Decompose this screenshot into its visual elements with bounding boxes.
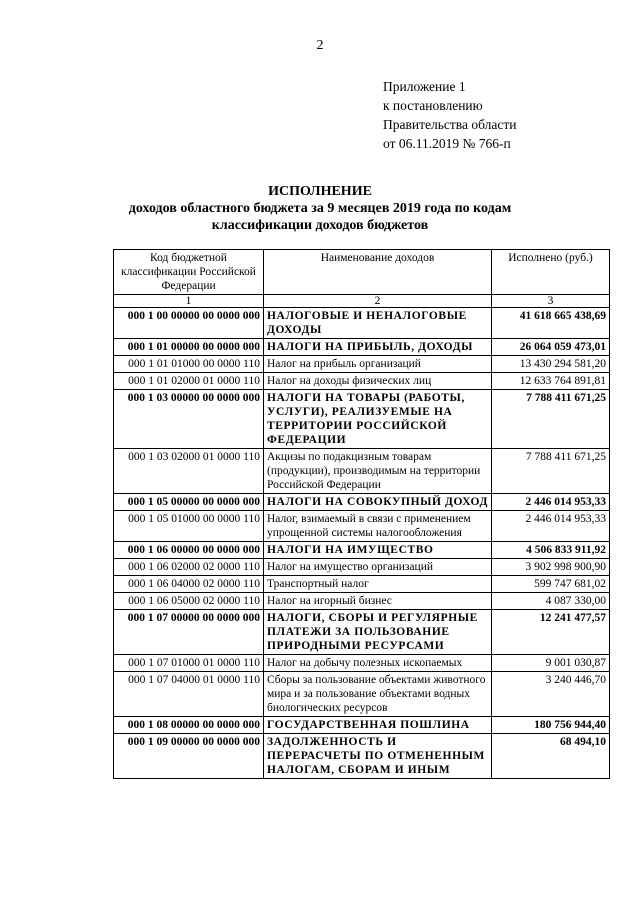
header-code: Код бюджетной классификации Российской Федерации — [114, 250, 264, 295]
table-row — [114, 593, 610, 610]
appendix-line: к постановлению — [383, 98, 483, 113]
table-row — [114, 576, 610, 593]
name-cell: НАЛОГИ НА ТОВАРЫ (РАБОТЫ, УСЛУГИ), РЕАЛИЗУЕМЫЕ НА ТЕРРИТОРИИ РОССИЙСКОЙ ФЕДЕРАЦИИ — [264, 390, 492, 449]
column-number-row — [114, 295, 610, 308]
code-cell: 000 1 05 00000 00 0000 000 — [114, 494, 264, 511]
amount-cell: 3 902 998 900,90 — [492, 559, 610, 576]
table-row — [114, 717, 610, 734]
table-row — [114, 494, 610, 511]
appendix-note — [383, 77, 516, 153]
name-cell: НАЛОГИ НА ПРИБЫЛЬ, ДОХОДЫ — [264, 339, 492, 356]
header-name: Наименование доходов — [264, 250, 492, 295]
code-cell: 000 1 06 02000 02 0000 110 — [114, 559, 264, 576]
amount-cell: 2 446 014 953,33 — [492, 494, 610, 511]
table-row — [114, 339, 610, 356]
name-cell: Налог на имущество организаций — [264, 559, 492, 576]
code-cell: 000 1 01 01000 00 0000 110 — [114, 356, 264, 373]
title-line: ИСПОЛНЕНИЕ — [268, 184, 372, 199]
amount-cell: 7 788 411 671,25 — [492, 449, 610, 494]
name-cell: НАЛОГИ НА СОВОКУПНЫЙ ДОХОД — [264, 494, 492, 511]
name-cell: Налог, взимаемый в связи с применением упрощенной системы налогообложения — [264, 511, 492, 542]
page-number: 2 — [316, 38, 324, 53]
table-row — [114, 610, 610, 655]
table-body — [114, 308, 610, 779]
appendix-line: Правительства области — [383, 117, 517, 132]
table-row — [114, 672, 610, 717]
code-cell: 000 1 07 01000 01 0000 110 — [114, 655, 264, 672]
code-cell: 000 1 07 00000 00 0000 000 — [114, 610, 264, 655]
name-cell: НАЛОГОВЫЕ И НЕНАЛОГОВЫЕ ДОХОДЫ — [264, 308, 492, 339]
appendix-line: от 06.11.2019 № 766-п — [383, 136, 511, 151]
amount-cell: 68 494,10 — [492, 734, 610, 779]
header-amount: Исполнено (руб.) — [492, 250, 610, 295]
column-number: 3 — [492, 295, 610, 308]
name-cell: Налог на добычу полезных ископаемых — [264, 655, 492, 672]
amount-cell: 2 446 014 953,33 — [492, 511, 610, 542]
column-number: 1 — [114, 295, 264, 308]
amount-cell: 13 430 294 581,20 — [492, 356, 610, 373]
code-cell: 000 1 01 02000 01 0000 110 — [114, 373, 264, 390]
code-cell: 000 1 08 00000 00 0000 000 — [114, 717, 264, 734]
name-cell: Акцизы по подакцизным товарам (продукции), производимым на территории Российской Федерации — [264, 449, 492, 494]
name-cell: Транспортный налог — [264, 576, 492, 593]
amount-cell: 12 633 764 891,81 — [492, 373, 610, 390]
table-row — [114, 655, 610, 672]
name-cell: Сборы за пользование объектами животного мира и за пользование объектами водных биологических ресурсов — [264, 672, 492, 717]
amount-cell: 4 087 330,00 — [492, 593, 610, 610]
revenue-table — [113, 249, 610, 779]
table-row — [114, 542, 610, 559]
name-cell: НАЛОГИ, СБОРЫ И РЕГУЛЯРНЫЕ ПЛАТЕЖИ ЗА ПОЛЬЗОВАНИЕ ПРИРОДНЫМИ РЕСУРСАМИ — [264, 610, 492, 655]
name-cell: Налог на доходы физических лиц — [264, 373, 492, 390]
table-row — [114, 511, 610, 542]
code-cell: 000 1 00 00000 00 0000 000 — [114, 308, 264, 339]
code-cell: 000 1 05 01000 00 0000 110 — [114, 511, 264, 542]
amount-cell: 7 788 411 671,25 — [492, 390, 610, 449]
table-row — [114, 308, 610, 339]
amount-cell: 599 747 681,02 — [492, 576, 610, 593]
table-row — [114, 356, 610, 373]
table-row — [114, 734, 610, 779]
amount-cell: 9 001 030,87 — [492, 655, 610, 672]
code-cell: 000 1 09 00000 00 0000 000 — [114, 734, 264, 779]
document-title — [0, 183, 640, 234]
column-number: 2 — [264, 295, 492, 308]
code-cell: 000 1 07 04000 01 0000 110 — [114, 672, 264, 717]
table-row — [114, 449, 610, 494]
title-line: классификации доходов бюджетов — [211, 218, 429, 233]
table-row — [114, 559, 610, 576]
table-row — [114, 373, 610, 390]
name-cell: Налог на прибыль организаций — [264, 356, 492, 373]
code-cell: 000 1 01 00000 00 0000 000 — [114, 339, 264, 356]
title-line: доходов областного бюджета за 9 месяцев 2019 года по кодам — [128, 201, 512, 216]
amount-cell: 41 618 665 438,69 — [492, 308, 610, 339]
code-cell: 000 1 06 00000 00 0000 000 — [114, 542, 264, 559]
amount-cell: 12 241 477,57 — [492, 610, 610, 655]
amount-cell: 3 240 446,70 — [492, 672, 610, 717]
table-header-row — [114, 250, 610, 295]
code-cell: 000 1 06 04000 02 0000 110 — [114, 576, 264, 593]
amount-cell: 26 064 059 473,01 — [492, 339, 610, 356]
code-cell: 000 1 03 02000 01 0000 110 — [114, 449, 264, 494]
name-cell: Налог на игорный бизнес — [264, 593, 492, 610]
name-cell: ГОСУДАРСТВЕННАЯ ПОШЛИНА — [264, 717, 492, 734]
name-cell: НАЛОГИ НА ИМУЩЕСТВО — [264, 542, 492, 559]
code-cell: 000 1 06 05000 02 0000 110 — [114, 593, 264, 610]
amount-cell: 180 756 944,40 — [492, 717, 610, 734]
amount-cell: 4 506 833 911,92 — [492, 542, 610, 559]
table-row — [114, 390, 610, 449]
code-cell: 000 1 03 00000 00 0000 000 — [114, 390, 264, 449]
name-cell: ЗАДОЛЖЕННОСТЬ И ПЕРЕРАСЧЕТЫ ПО ОТМЕНЕННЫМ НАЛОГАМ, СБОРАМ И ИНЫМ — [264, 734, 492, 779]
appendix-line: Приложение 1 — [383, 79, 466, 94]
